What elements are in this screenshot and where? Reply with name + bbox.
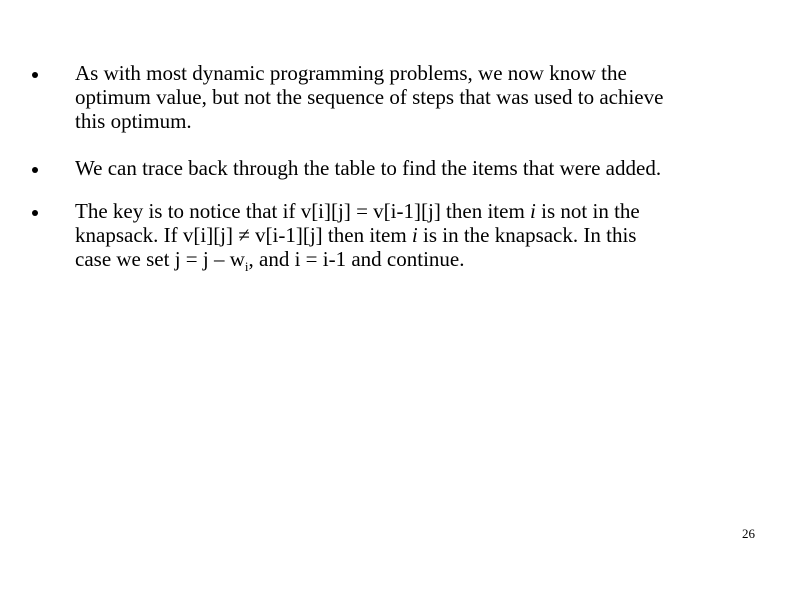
subscript: i [244, 259, 249, 274]
bullet-dot-icon [32, 167, 38, 173]
text-line: this optimum. [75, 109, 192, 133]
bullet-text [75, 156, 765, 180]
page-number: 26 [742, 526, 755, 541]
text-line [75, 199, 765, 223]
text-line: As with most dynamic programming problems, we now know the [75, 61, 627, 85]
text-segment: knapsack. If v[i][j] ≠ v[i-1][j] then item [75, 223, 412, 247]
text-line [75, 247, 765, 274]
text-segment: The key is to notice that if v[i][j] = v[i-1][j] then item [75, 199, 531, 223]
bullet-dot-icon [32, 72, 38, 78]
bullet-dot-icon [32, 210, 38, 216]
text-segment: is not in the [535, 199, 640, 223]
text-segment: case we set j = j – w [75, 247, 245, 271]
italic-variable: i [530, 199, 536, 223]
bullet-text [75, 61, 765, 133]
text-line: We can trace back through the table to find the items that were added. [75, 156, 662, 180]
italic-variable: i [411, 223, 418, 247]
text-segment: is in the knapsack. In this [417, 223, 637, 247]
text-segment: , and i = i-1 and continue. [248, 247, 465, 271]
text-line: optimum value, but not the sequence of steps that was used to achieve [75, 85, 664, 109]
bullet-text [75, 199, 765, 274]
text-line [75, 223, 765, 247]
